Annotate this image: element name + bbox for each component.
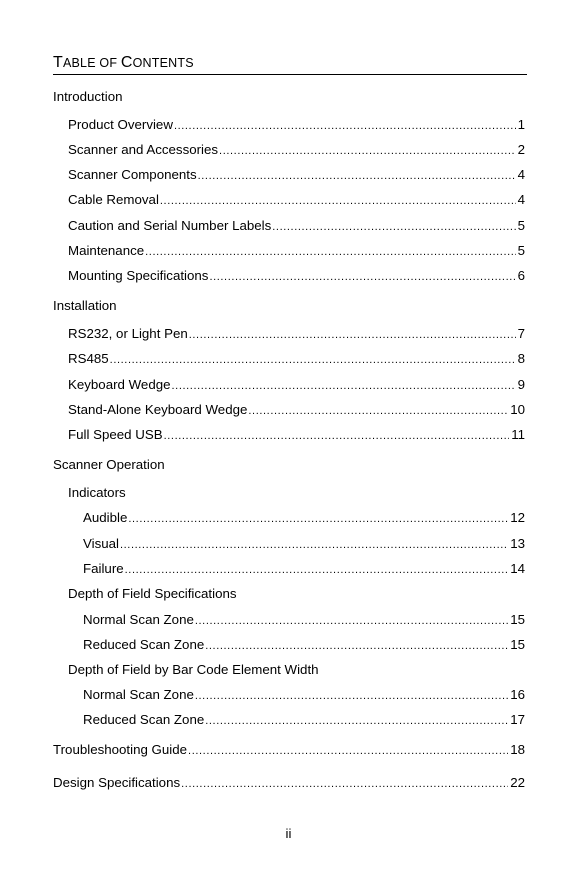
dot-leader bbox=[125, 562, 509, 578]
toc-entry-reduced-scan-zone[interactable] bbox=[83, 712, 525, 728]
toc-entry-product-overview[interactable] bbox=[68, 117, 525, 133]
toc-entry-page: 6 bbox=[517, 268, 525, 283]
dot-leader bbox=[181, 776, 508, 792]
dot-leader bbox=[160, 193, 516, 209]
dot-leader bbox=[209, 269, 515, 285]
toc-entry-label: Scanner and Accessories bbox=[68, 142, 219, 157]
toc-entry-page: 15 bbox=[510, 612, 525, 627]
toc-entry-page: 17 bbox=[510, 712, 525, 727]
dot-leader bbox=[195, 613, 508, 629]
toc-entry-scanner-components[interactable] bbox=[68, 167, 525, 183]
dot-leader bbox=[128, 511, 508, 527]
toc-entry-standalone-wedge[interactable] bbox=[68, 402, 525, 418]
toc-entry-label: Maintenance bbox=[68, 243, 145, 258]
toc-entry-label: Audible bbox=[83, 510, 128, 525]
toc-entry-label: Normal Scan Zone bbox=[83, 612, 194, 627]
toc-entry-page: 2 bbox=[517, 142, 525, 157]
toc-entry-mounting-specs[interactable] bbox=[68, 268, 525, 284]
toc-entry-label: Mounting Specifications bbox=[68, 268, 209, 283]
dot-leader bbox=[145, 244, 515, 260]
subsection-heading-depth-of-field-specs: Depth of Field Specifications bbox=[68, 586, 237, 601]
dot-leader bbox=[272, 219, 515, 235]
toc-entry-label: Troubleshooting Guide bbox=[53, 742, 188, 757]
toc-entry-label: Failure bbox=[83, 561, 124, 576]
toc-entry-page: 9 bbox=[517, 377, 525, 392]
dot-leader bbox=[120, 537, 508, 553]
toc-entry-design-specifications[interactable] bbox=[53, 775, 525, 791]
toc-entry-page: 15 bbox=[510, 637, 525, 652]
toc-entry-page: 12 bbox=[510, 510, 525, 525]
toc-entry-label: Cable Removal bbox=[68, 192, 159, 207]
title-underline bbox=[53, 74, 527, 75]
title-initial-c: C bbox=[120, 54, 133, 71]
toc-entry-rs232[interactable] bbox=[68, 326, 525, 342]
toc-entry-page: 22 bbox=[510, 775, 525, 790]
toc-entry-page: 14 bbox=[510, 561, 525, 576]
toc-entry-label: RS232, or Light Pen bbox=[68, 326, 188, 341]
dot-leader bbox=[172, 378, 516, 394]
toc-entry-audible[interactable] bbox=[83, 510, 525, 526]
toc-entry-failure[interactable] bbox=[83, 561, 525, 577]
toc-entry-page: 5 bbox=[517, 218, 525, 233]
toc-entry-label: Full Speed USB bbox=[68, 427, 163, 442]
toc-entry-troubleshooting-guide[interactable] bbox=[53, 742, 525, 758]
toc-entry-normal-scan-zone[interactable] bbox=[83, 687, 525, 703]
toc-entry-label: Stand-Alone Keyboard Wedge bbox=[68, 402, 248, 417]
dot-leader bbox=[219, 143, 516, 159]
subsection-heading-depth-of-field-by-width: Depth of Field by Bar Code Element Width bbox=[68, 662, 319, 677]
toc-entry-label: Reduced Scan Zone bbox=[83, 637, 205, 652]
dot-leader bbox=[110, 352, 516, 368]
toc-entry-page: 13 bbox=[510, 536, 525, 551]
toc-entry-scanner-accessories[interactable] bbox=[68, 142, 525, 158]
dot-leader bbox=[164, 428, 510, 444]
toc-entry-page: 4 bbox=[517, 192, 525, 207]
toc-entry-label: Reduced Scan Zone bbox=[83, 712, 205, 727]
toc-entry-page: 7 bbox=[517, 326, 525, 341]
toc-entry-page: 1 bbox=[517, 117, 525, 132]
section-heading-scanner-operation: Scanner Operation bbox=[53, 457, 165, 472]
section-heading-installation: Installation bbox=[53, 298, 117, 313]
toc-entry-label: Caution and Serial Number Labels bbox=[68, 218, 272, 233]
toc-entry-full-speed-usb[interactable] bbox=[68, 427, 525, 443]
toc-entry-page: 4 bbox=[517, 167, 525, 182]
toc-entry-caution-labels[interactable] bbox=[68, 218, 525, 234]
toc-entry-label: RS485 bbox=[68, 351, 109, 366]
title-rest-table-of: ABLE OF bbox=[62, 56, 121, 70]
dot-leader bbox=[174, 118, 516, 134]
dot-leader bbox=[195, 688, 508, 704]
toc-entry-label: Design Specifications bbox=[53, 775, 181, 790]
page-number: ii bbox=[285, 826, 292, 841]
subsection-heading-indicators: Indicators bbox=[68, 485, 126, 500]
toc-entry-keyboard-wedge[interactable] bbox=[68, 377, 525, 393]
dot-leader bbox=[188, 743, 508, 759]
section-heading-introduction: Introduction bbox=[53, 89, 123, 104]
toc-entry-page: 11 bbox=[511, 427, 525, 442]
title-rest-contents: ONTENTS bbox=[132, 56, 194, 70]
toc-entry-maintenance[interactable] bbox=[68, 243, 525, 259]
title-initial-t: T bbox=[53, 54, 63, 71]
toc-entry-cable-removal[interactable] bbox=[68, 192, 525, 208]
toc-entry-page: 16 bbox=[510, 687, 525, 702]
toc-entry-page: 8 bbox=[517, 351, 525, 366]
toc-entry-label: Product Overview bbox=[68, 117, 173, 132]
toc-entry-label: Keyboard Wedge bbox=[68, 377, 171, 392]
dot-leader bbox=[189, 327, 516, 343]
toc-entry-page: 10 bbox=[510, 402, 525, 417]
toc-entry-visual[interactable] bbox=[83, 536, 525, 552]
dot-leader bbox=[198, 168, 516, 184]
toc-entry-page: 18 bbox=[510, 742, 525, 757]
toc-entry-page: 5 bbox=[517, 243, 525, 258]
toc-entry-label: Normal Scan Zone bbox=[83, 687, 194, 702]
toc-entry-reduced-scan-zone[interactable] bbox=[83, 637, 525, 653]
page-title bbox=[53, 54, 527, 72]
toc-entry-label: Scanner Components bbox=[68, 167, 197, 182]
toc-entry-label: Visual bbox=[83, 536, 119, 551]
dot-leader bbox=[248, 403, 508, 419]
toc-entry-rs485[interactable] bbox=[68, 351, 525, 367]
dot-leader bbox=[205, 638, 508, 654]
toc-entry-normal-scan-zone[interactable] bbox=[83, 612, 525, 628]
dot-leader bbox=[205, 713, 508, 729]
